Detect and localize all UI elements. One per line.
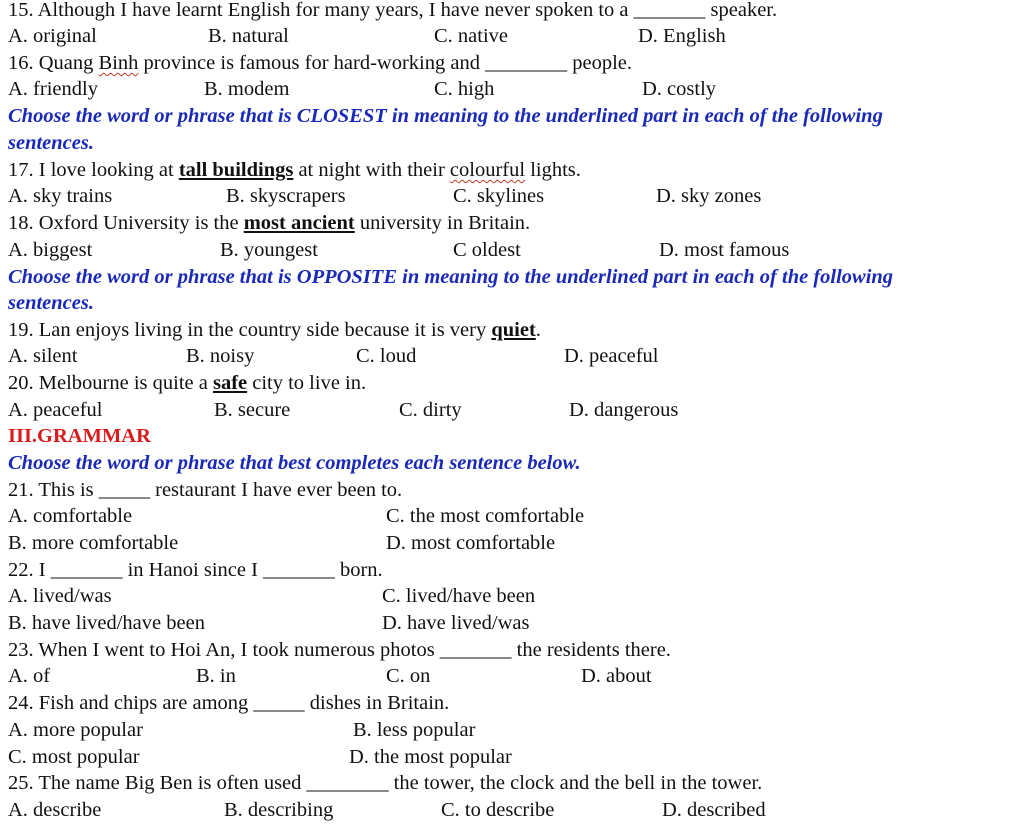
option-b: B. in (196, 665, 236, 687)
answer-blank: _______ (633, 0, 706, 21)
question-text: 16. Quang (8, 52, 99, 74)
option-c: C. dirty (399, 399, 462, 421)
option-c: C. on (386, 665, 431, 687)
option-c: C. the most comfortable (386, 505, 585, 527)
question-21: 21. This is _____ restaurant I have ever been to. (8, 479, 403, 501)
option-a: A. of (8, 665, 51, 687)
option-d: D. costly (642, 78, 717, 100)
question-text: province is famous for hard-working and (138, 52, 486, 74)
question-text: 18. Oxford University is the (8, 212, 244, 234)
spellcheck-word: colourful (449, 159, 526, 181)
question-text: people. (567, 52, 633, 74)
option-d: D. peaceful (564, 345, 659, 367)
option-c: C. lived/have been (382, 585, 536, 607)
option-d: D. most comfortable (386, 532, 556, 554)
instruction-complete: Choose the word or phrase that best completes each sentence below. (8, 452, 581, 474)
option-a: A. comfortable (8, 505, 133, 527)
question-text: 20. Melbourne is quite a (8, 372, 213, 394)
underlined-phrase: most ancient (243, 212, 355, 234)
option-c: C. native (434, 25, 509, 47)
option-b: B. less popular (353, 719, 476, 741)
option-d: D. English (638, 25, 726, 47)
option-a: A. describe (8, 799, 102, 821)
question-19 (8, 317, 541, 344)
spellcheck-word: Binh (98, 52, 139, 74)
question-text: university in Britain. (354, 212, 531, 234)
underlined-phrase: safe (212, 372, 248, 394)
option-a: A. original (8, 25, 97, 47)
option-b: B. secure (214, 399, 291, 421)
question-15 (8, 0, 777, 24)
option-b: B. describing (224, 799, 334, 821)
option-a: A. silent (8, 345, 78, 367)
question-18 (8, 210, 530, 237)
section-heading: III.GRAMMAR (8, 425, 151, 447)
option-d: D. dangerous (569, 399, 679, 421)
question-20 (8, 370, 366, 397)
option-b: B. have lived/have been (8, 612, 205, 634)
option-a: A. lived/was (8, 585, 112, 607)
option-d: D. sky zones (656, 185, 762, 207)
option-b: B. modem (204, 78, 290, 100)
option-d: D. about (581, 665, 652, 687)
question-text: 15. Although I have learnt English for many years, I have never spoken to a (8, 0, 634, 21)
option-c: C. high (434, 78, 495, 100)
option-a: A. peaceful (8, 399, 103, 421)
answer-blank: ________ (485, 52, 568, 74)
question-text: 17. I love looking at (8, 159, 179, 181)
question-17 (8, 157, 581, 184)
question-text: 19. Lan enjoys living in the country side because it is very (8, 319, 492, 341)
option-a: A. more popular (8, 719, 143, 741)
question-22: 22. I _______ in Hanoi since I _______ born. (8, 559, 383, 581)
question-24: 24. Fish and chips are among _____ dishes in Britain. (8, 692, 450, 714)
option-b: B. natural (208, 25, 289, 47)
option-d: D. the most popular (349, 746, 512, 768)
question-16 (8, 50, 632, 77)
question-text: lights. (525, 159, 581, 181)
option-b: B. noisy (186, 345, 255, 367)
option-d: D. most famous (659, 239, 790, 261)
option-b: B. youngest (220, 239, 318, 261)
question-25: 25. The name Big Ben is often used ________ the tower, the clock and the bell in the tower. (8, 772, 763, 794)
underlined-phrase: tall buildings (178, 159, 294, 181)
option-c: C. skylines (453, 185, 545, 207)
question-text: city to live in. (247, 372, 367, 394)
option-c: C. loud (356, 345, 417, 367)
option-b: B. skyscrapers (226, 185, 346, 207)
question-23: 23. When I went to Hoi An, I took numerous photos _______ the residents there. (8, 639, 671, 661)
option-a: A. biggest (8, 239, 93, 261)
question-text: speaker. (705, 0, 778, 21)
instruction-opposite-cont: sentences. (8, 292, 94, 314)
option-b: B. more comfortable (8, 532, 179, 554)
option-c: C. most popular (8, 746, 140, 768)
question-text: at night with their (293, 159, 450, 181)
option-a: A. friendly (8, 78, 98, 100)
instruction-closest-cont: sentences. (8, 132, 94, 154)
option-d: D. have lived/was (382, 612, 530, 634)
underlined-phrase: quiet (491, 319, 536, 341)
option-c: C. to describe (441, 799, 555, 821)
question-text: . (535, 319, 541, 341)
option-c: C oldest (453, 239, 521, 261)
instruction-opposite: Choose the word or phrase that is OPPOSITE in meaning to the underlined part in each of the following (8, 266, 894, 288)
option-d: D. described (662, 799, 766, 821)
instruction-closest: Choose the word or phrase that is CLOSEST in meaning to the underlined part in each of the following (8, 105, 883, 127)
option-a: A. sky trains (8, 185, 113, 207)
